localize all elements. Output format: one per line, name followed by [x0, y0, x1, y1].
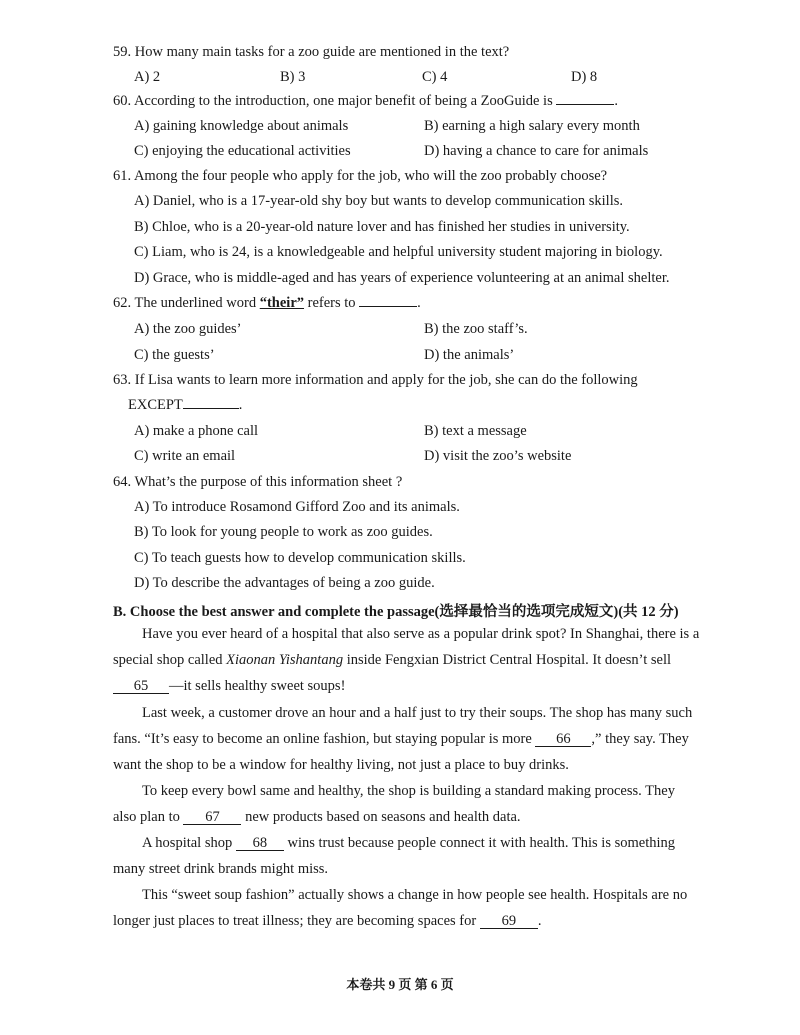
passage-p2-line2	[113, 731, 689, 748]
passage-text: A hospital shop	[142, 835, 236, 851]
q59-option-d: D) 8	[571, 69, 598, 85]
q60-option-c: C) enjoying the educational activities	[134, 143, 351, 159]
q63-option-c: C) write an email	[134, 448, 236, 464]
passage-p5-line2	[113, 913, 541, 930]
question-60	[113, 93, 618, 110]
passage-text: special shop called	[113, 652, 227, 668]
q62-option-a: A) the zoo guides’	[134, 321, 242, 337]
q62-stem-tail: refers to	[304, 295, 360, 311]
question-63-cont	[128, 397, 242, 414]
q62-option-c: C) the guests’	[134, 347, 215, 363]
q63-period: .	[238, 397, 243, 413]
passage-text: .	[537, 913, 542, 929]
q59-option-a: A) 2	[134, 69, 161, 85]
q59-option-b: B) 3	[280, 69, 306, 85]
q60-option-b: B) earning a high salary every month	[424, 118, 640, 134]
blank-66: 66	[535, 732, 591, 747]
passage-p4-line2: many street drink brands might miss.	[113, 861, 329, 877]
question-64: 64. What’s the purpose of this information sheet ?	[113, 474, 403, 490]
q62-period: .	[417, 295, 421, 311]
passage-text: new products based on seasons and health data.	[241, 809, 521, 825]
passage-p1-line2	[113, 652, 671, 669]
passage-text: also plan to	[113, 809, 184, 825]
q64-option-c: C) To teach guests how to develop communication skills.	[134, 550, 466, 566]
answer-blank	[556, 104, 614, 105]
passage-text: ,” they say. They	[591, 731, 689, 747]
passage-text: inside Fengxian District Central Hospital. It doesn’t sell	[343, 652, 672, 668]
passage-p1-line3	[113, 678, 345, 695]
question-61: 61. Among the four people who apply for the job, who will the zoo probably choose?	[113, 168, 608, 184]
q64-option-b: B) To look for young people to work as zoo guides.	[134, 524, 433, 540]
q60-period: .	[614, 93, 618, 109]
answer-blank	[359, 306, 417, 307]
blank-69: 69	[480, 914, 538, 929]
q59-option-c: C) 4	[422, 69, 448, 85]
q60-stem: 60. According to the introduction, one major benefit of being a ZooGuide is	[113, 93, 557, 109]
q63-option-d: D) visit the zoo’s website	[424, 448, 572, 464]
blank-68: 68	[236, 836, 284, 851]
q64-option-d: D) To describe the advantages of being a zoo guide.	[134, 575, 435, 591]
q63-option-a: A) make a phone call	[134, 423, 259, 439]
passage-text: wins trust because people connect it with health. This is something	[283, 835, 676, 851]
q63-except: EXCEPT	[128, 397, 183, 413]
passage-p2-line3: want the shop to be a window for healthy living, not just a place to buy drinks.	[113, 757, 569, 773]
passage-p3-line2	[113, 809, 521, 826]
q61-option-a: A) Daniel, who is a 17-year-old shy boy but wants to develop communication skills.	[134, 193, 623, 209]
question-59: 59. How many main tasks for a zoo guide are mentioned in the text?	[113, 44, 510, 60]
q61-option-b: B) Chloe, who is a 20-year-old nature lover and has finished her studies in university.	[134, 219, 630, 235]
passage-p3-line1: To keep every bowl same and healthy, the shop is building a standard making process. They	[142, 783, 675, 799]
passage-text: —it sells healthy sweet soups!	[169, 678, 346, 694]
question-63: 63. If Lisa wants to learn more information and apply for the job, she can do the following	[113, 372, 638, 388]
passage-text: fans. “It’s easy to become an online fashion, but staying popular is more	[113, 731, 536, 747]
section-b-heading: B. Choose the best answer and complete the passage(选择最恰当的选项完成短文)(共 12 分)	[113, 604, 679, 620]
passage-p5-line1: This “sweet soup fashion” actually shows a change in how people see health. Hospitals are no	[142, 887, 688, 903]
q63-option-b: B) text a message	[424, 423, 527, 439]
q61-option-d: D) Grace, who is middle-aged and has years of experience volunteering at an animal shelter.	[134, 270, 670, 286]
passage-p2-line1: Last week, a customer drove an hour and a half just to try their soups. The shop has many such	[142, 705, 693, 721]
passage-text: longer just places to treat illness; they are becoming spaces for	[113, 913, 480, 929]
q60-option-a: A) gaining knowledge about animals	[134, 118, 349, 134]
page-footer: 本卷共 9 页 第 6 页	[346, 977, 454, 992]
underlined-word: “their”	[259, 295, 305, 311]
q62-stem: 62. The underlined word	[113, 295, 260, 311]
blank-67: 67	[183, 810, 241, 825]
blank-65: 65	[113, 679, 169, 694]
q62-option-b: B) the zoo staff’s.	[424, 321, 528, 337]
question-62	[113, 295, 421, 312]
passage-p4-line1	[142, 835, 675, 852]
q60-option-d: D) having a chance to care for animals	[424, 143, 649, 159]
q64-option-a: A) To introduce Rosamond Gifford Zoo and its animals.	[134, 499, 460, 515]
answer-blank	[183, 408, 239, 409]
q61-option-c: C) Liam, who is 24, is a knowledgeable and helpful university student majoring in biology.	[134, 244, 663, 260]
passage-p1-line1: Have you ever heard of a hospital that also serve as a popular drink spot? In Shanghai, there is a	[142, 626, 700, 642]
shop-name: Xiaonan Yishantang	[226, 652, 344, 668]
q62-option-d: D) the animals’	[424, 347, 515, 363]
